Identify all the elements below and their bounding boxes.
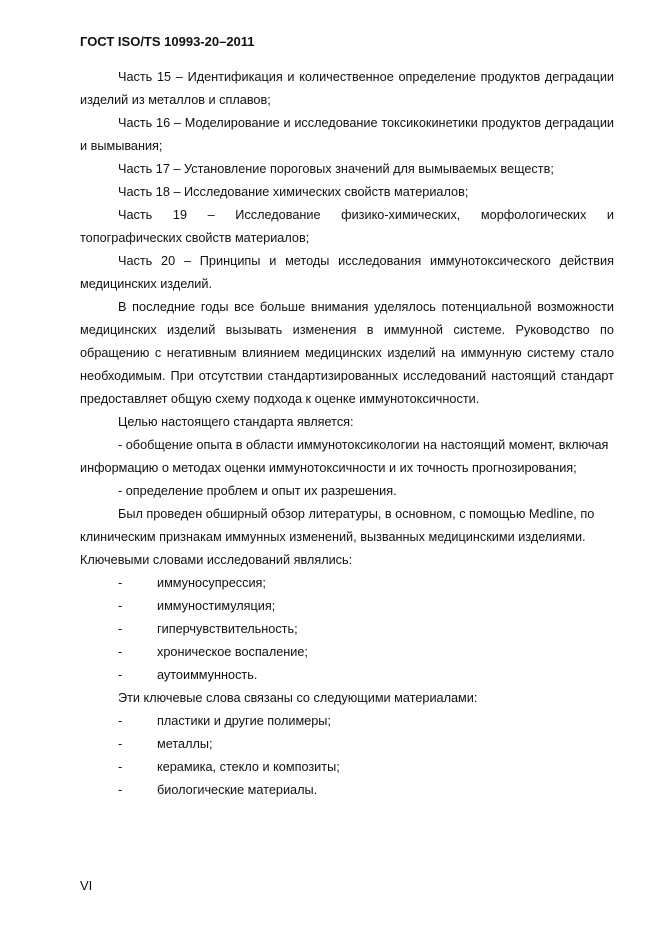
- document-body: [80, 66, 614, 802]
- keyword-text: иммуностимуляция;: [157, 599, 276, 613]
- dash-bullet: -: [118, 622, 123, 636]
- material-item: [80, 733, 614, 756]
- keyword-item: [80, 572, 614, 595]
- material-item: [80, 756, 614, 779]
- dash-bullet: -: [118, 599, 123, 613]
- keyword-item: [80, 641, 614, 664]
- material-text: металлы;: [157, 737, 213, 751]
- part-20: Часть 20 – Принципы и методы исследования иммунотоксического действия медицинских изделий.: [80, 254, 614, 291]
- keyword-item: [80, 595, 614, 618]
- page-number: VI: [80, 878, 93, 893]
- keyword-text: хроническое воспаление;: [157, 645, 308, 659]
- dash-bullet: -: [118, 737, 123, 751]
- document-header: ГОСТ ISO/TS 10993-20–2011: [80, 34, 255, 49]
- part-16: Часть 16 – Моделирование и исследование токсикокинетики продуктов деградации и вымывания;: [80, 116, 614, 153]
- keyword-item: [80, 618, 614, 641]
- dash-bullet: -: [118, 760, 123, 774]
- intro-paragraph: В последние годы все больше внимания уделялось потенциальной возможности медицинских изделий вызывать изменения в иммунной системе. Руководство по обращению с негативным влиянием медицинских изделий на иммунную систему стало необходимым. При отсутствии стандартизированных исследований настоящий стандарт предоставляет общую схему подхода к оценке иммунотоксичности.: [80, 300, 614, 406]
- materials-intro: Эти ключевые слова связаны со следующими материалами:: [118, 691, 478, 705]
- keyword-text: аутоиммунность.: [157, 668, 258, 682]
- material-text: пластики и другие полимеры;: [157, 714, 331, 728]
- goal-item: - определение проблем и опыт их разрешения.: [118, 484, 397, 498]
- dash-bullet: -: [118, 783, 123, 797]
- review-paragraph: Был проведен обширный обзор литературы, в основном, с помощью Medline, по клиническим признакам иммунных изменений, вызванных медицинскими изделиями. Ключевыми словами исследований являлись:: [80, 507, 595, 567]
- material-text: керамика, стекло и композиты;: [157, 760, 340, 774]
- dash-bullet: -: [118, 645, 123, 659]
- keyword-text: иммуносупрессия;: [157, 576, 266, 590]
- keyword-item: [80, 664, 614, 687]
- goal-item: - обобщение опыта в области иммунотоксикологии на настоящий момент, включая информацию о методах оценки иммунотоксичности и их точность прогнозирования;: [80, 438, 609, 475]
- material-item: [80, 779, 614, 802]
- dash-bullet: -: [118, 576, 123, 590]
- keyword-text: гиперчувствительность;: [157, 622, 298, 636]
- part-17: Часть 17 – Установление пороговых значений для вымываемых веществ;: [118, 162, 554, 176]
- dash-bullet: -: [118, 668, 123, 682]
- material-item: [80, 710, 614, 733]
- part-18: Часть 18 – Исследование химических свойств материалов;: [118, 185, 469, 199]
- dash-bullet: -: [118, 714, 123, 728]
- part-15: Часть 15 – Идентификация и количественное определение продуктов деградации изделий из металлов и сплавов;: [80, 70, 614, 107]
- part-19: Часть 19 – Исследование физико-химических, морфологических и топографических свойств материалов;: [80, 208, 614, 245]
- goal-intro: Целью настоящего стандарта является:: [118, 415, 354, 429]
- material-text: биологические материалы.: [157, 783, 318, 797]
